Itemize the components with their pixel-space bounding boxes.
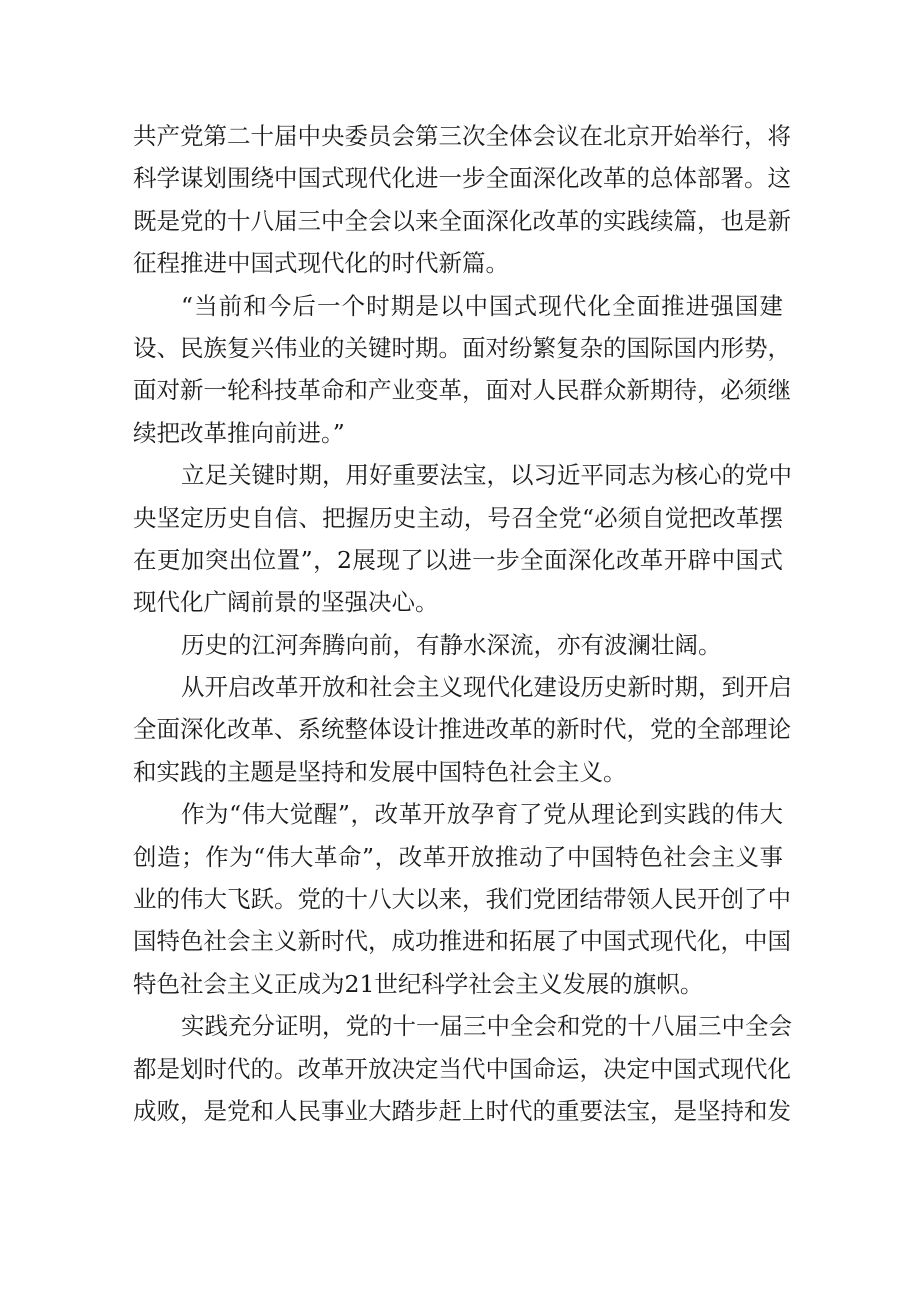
- paragraph-line: 从开启改革开放和社会主义现代化建设历史新时期，到开启: [181, 673, 792, 702]
- body-text: [133, 115, 792, 1132]
- paragraph-5: [133, 666, 792, 793]
- paragraph-line: 都是划时代的。改革开放决定当代中国命运，决定中国式现代化: [133, 1054, 791, 1083]
- paragraph-line: 共产党第二十届中央委员会第三次全体会议在北京开始举行，将: [133, 122, 791, 150]
- paragraph-line: 立足关键时期，用好重要法宝，以习近平同志为核心的党中: [181, 461, 792, 490]
- paragraph-line: 全面深化改革、系统整体设计推进改革的新时代，党的全部理论: [133, 715, 791, 744]
- paragraph-line: 作为“伟大觉醒”，改革开放孕育了党从理论到实践的伟大: [181, 800, 783, 829]
- paragraph-line: 设、民族复兴伟业的关键时期。面对纷繁复杂的国际国内形势，: [133, 333, 791, 362]
- paragraph-line: 创造；作为“伟大革命”，改革开放推动了中国特色社会主义事: [133, 842, 783, 871]
- paragraph-2: [133, 285, 791, 455]
- paragraph-1: [133, 115, 791, 285]
- paragraph-line: 现代化广阔前景的坚强决心。: [133, 588, 439, 617]
- paragraph-line: 科学谋划围绕中国式现代化进一步全面深化改革的总体部署。这: [133, 164, 791, 193]
- paragraph-line: 央坚定历史自信、把握历史主动，号召全党“必须自觉把改革摆: [133, 503, 783, 532]
- paragraph-3: [133, 454, 792, 624]
- paragraph-line: 历史的江河奔腾向前，有静水深流，亦有波澜壮阔。: [181, 630, 722, 659]
- paragraph-line: 成败，是党和人民事业大踏步赶上时代的重要法宝，是坚持和发: [133, 1096, 791, 1125]
- paragraph-line: 续把改革推向前进。”: [133, 418, 345, 447]
- paragraph-line: 和实践的主题是坚持和发展中国特色社会主义。: [133, 757, 627, 786]
- paragraph-line: 国特色社会主义新时代，成功推进和拓展了中国式现代化，中国: [133, 927, 791, 956]
- paragraph-line: 在更加突出位置”，2展现了以进一步全面深化改革开辟中国式: [133, 545, 783, 574]
- paragraph-line: 实践充分证明，党的十一届三中全会和党的十八届三中全会: [181, 1012, 792, 1041]
- paragraph-line: 既是党的十八届三中全会以来全面深化改革的实践续篇，也是新: [133, 206, 791, 235]
- paragraph-line: 面对新一轮科技革命和产业变革，面对人民群众新期待，必须继: [133, 376, 791, 405]
- paragraph-6: [133, 793, 791, 1005]
- paragraph-line: 特色社会主义正成为21世纪科学社会主义发展的旗帜。: [133, 969, 704, 998]
- paragraph-line: “当前和今后一个时期是以中国式现代化全面推进强国建: [181, 291, 783, 320]
- paragraph-line: 业的伟大飞跃。党的十八大以来，我们党团结带领人民开创了中: [133, 885, 791, 914]
- paragraph-7: [133, 1005, 792, 1132]
- paragraph-line: 征程推进中国式现代化的时代新篇。: [133, 249, 509, 278]
- paragraph-4: [133, 624, 783, 666]
